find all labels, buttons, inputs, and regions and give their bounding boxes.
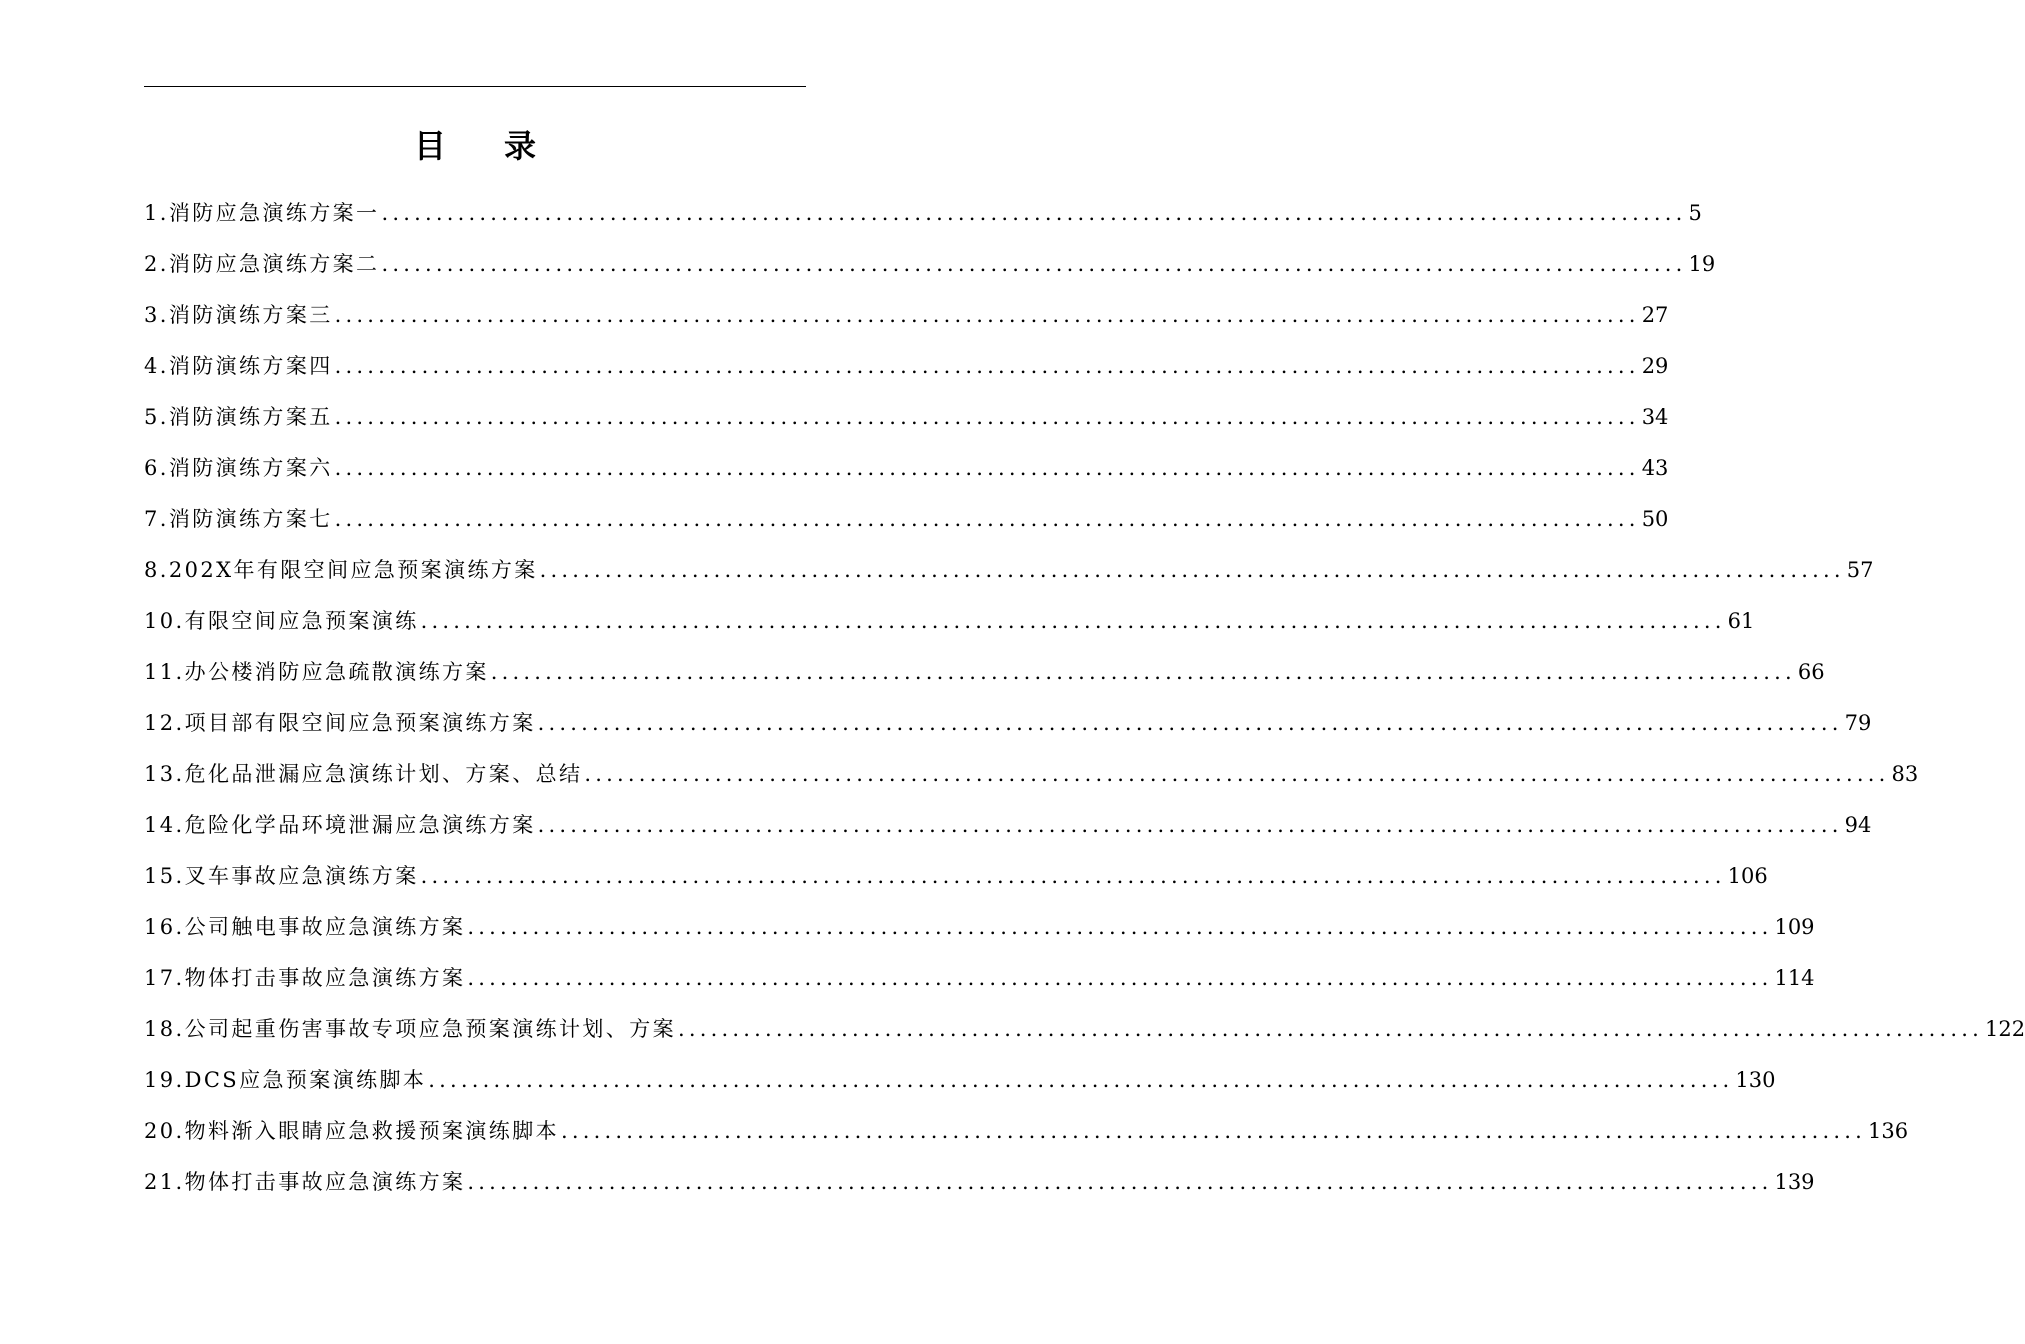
toc-dot-leader: ........................................................................................................................: [428, 1068, 1734, 1092]
toc-entry-label: 12.项目部有限空间应急预案演练方案: [144, 711, 536, 735]
toc-entry-page: 27: [1641, 303, 1669, 327]
toc-dot-leader: ........................................................................................................................: [490, 660, 1796, 684]
toc-dot-leader: ........................................................................................................................: [381, 252, 1687, 276]
toc-dot-leader: ........................................................................................................................: [467, 915, 1773, 939]
toc-title-first-char: 目: [413, 127, 446, 165]
toc-entry-label: 3.消防演练方案三: [144, 303, 333, 327]
header-rule: [144, 86, 806, 87]
toc-dot-leader: ........................................................................................................................: [467, 1170, 1773, 1194]
toc-entry-label: 7.消防演练方案七: [144, 507, 333, 531]
toc-title: [144, 122, 806, 170]
toc-dot-leader: ........................................................................................................................: [467, 966, 1773, 990]
toc-entry-page: 109: [1774, 915, 1815, 939]
toc-list: [144, 188, 2025, 1208]
toc-entry[interactable]: [144, 545, 1874, 596]
toc-entry-page: 43: [1641, 456, 1669, 480]
toc-entry-page: 114: [1774, 966, 1815, 990]
toc-entry-page: 19: [1688, 252, 1716, 276]
toc-entry-label: 19.DCS应急预案演练脚本: [144, 1068, 427, 1092]
toc-dot-leader: ........................................................................................................................: [539, 558, 1845, 582]
toc-entry[interactable]: [144, 800, 1872, 851]
toc-entry-page: 57: [1846, 558, 1874, 582]
toc-entry-label: 21.物体打击事故应急演练方案: [144, 1170, 466, 1194]
toc-entry-label: 8.202X年有限空间应急预案演练方案: [144, 558, 538, 582]
toc-entry-page: 106: [1727, 864, 1768, 888]
toc-entry-label: 20.物料渐入眼睛应急救援预案演练脚本: [144, 1119, 559, 1143]
toc-entry-label: 13.危化品泄漏应急演练计划、方案、总结: [144, 762, 583, 786]
toc-entry[interactable]: [144, 1055, 1776, 1106]
toc-dot-leader: ........................................................................................................................: [334, 405, 1640, 429]
toc-entry-page: 5: [1688, 201, 1702, 225]
toc-dot-leader: ........................................................................................................................: [561, 1119, 1867, 1143]
toc-entry[interactable]: [144, 443, 1669, 494]
toc-entry[interactable]: [144, 341, 1669, 392]
toc-entry[interactable]: [144, 647, 1825, 698]
toc-dot-leader: ........................................................................................................................: [584, 762, 1890, 786]
toc-entry-label: 17.物体打击事故应急演练方案: [144, 966, 466, 990]
toc-entry-page: 83: [1891, 762, 1919, 786]
toc-entry[interactable]: [144, 596, 1755, 647]
toc-entry[interactable]: [144, 953, 1815, 1004]
toc-dot-leader: ........................................................................................................................: [537, 711, 1843, 735]
toc-entry-label: 16.公司触电事故应急演练方案: [144, 915, 466, 939]
toc-title-second-char: 录: [504, 127, 537, 165]
toc-entry-label: 18.公司起重伤害事故专项应急预案演练计划、方案: [144, 1017, 676, 1041]
toc-dot-leader: ........................................................................................................................: [537, 813, 1843, 837]
toc-entry-page: 50: [1641, 507, 1669, 531]
toc-entry-page: 79: [1844, 711, 1872, 735]
toc-dot-leader: ........................................................................................................................: [381, 201, 1687, 225]
toc-entry[interactable]: [144, 494, 1669, 545]
toc-entry-label: 11.办公楼消防应急疏散演练方案: [144, 660, 489, 684]
toc-entry[interactable]: [144, 290, 1669, 341]
toc-entry[interactable]: [144, 188, 1702, 239]
toc-entry[interactable]: [144, 1004, 2025, 1055]
toc-dot-leader: ........................................................................................................................: [334, 507, 1640, 531]
toc-entry-label: 15.叉车事故应急演练方案: [144, 864, 419, 888]
toc-entry[interactable]: [144, 392, 1669, 443]
toc-entry-label: 5.消防演练方案五: [144, 405, 333, 429]
toc-dot-leader: ........................................................................................................................: [334, 354, 1640, 378]
toc-entry-label: 6.消防演练方案六: [144, 456, 333, 480]
toc-entry-label: 2.消防应急演练方案二: [144, 252, 380, 276]
toc-entry[interactable]: [144, 851, 1768, 902]
toc-dot-leader: ........................................................................................................................: [334, 303, 1640, 327]
toc-entry-page: 130: [1735, 1068, 1776, 1092]
toc-entry[interactable]: [144, 1106, 1909, 1157]
toc-entry-page: 66: [1797, 660, 1825, 684]
toc-entry-page: 139: [1774, 1170, 1815, 1194]
toc-entry-page: 61: [1727, 609, 1755, 633]
toc-entry[interactable]: [144, 902, 1815, 953]
toc-dot-leader: ........................................................................................................................: [420, 609, 1726, 633]
toc-entry-page: 122: [1985, 1017, 2025, 1041]
toc-entry-label: 14.危险化学品环境泄漏应急演练方案: [144, 813, 536, 837]
toc-entry-page: 136: [1868, 1119, 1909, 1143]
toc-entry-page: 94: [1844, 813, 1872, 837]
toc-entry-label: 1.消防应急演练方案一: [144, 201, 380, 225]
toc-dot-leader: ........................................................................................................................: [678, 1017, 1984, 1041]
toc-entry[interactable]: [144, 749, 1919, 800]
toc-entry[interactable]: [144, 1157, 1815, 1208]
toc-entry-label: 10.有限空间应急预案演练: [144, 609, 419, 633]
toc-entry-page: 34: [1641, 405, 1669, 429]
toc-dot-leader: ........................................................................................................................: [334, 456, 1640, 480]
toc-entry[interactable]: [144, 698, 1872, 749]
toc-dot-leader: ........................................................................................................................: [420, 864, 1726, 888]
toc-entry-page: 29: [1641, 354, 1669, 378]
toc-entry-label: 4.消防演练方案四: [144, 354, 333, 378]
toc-entry[interactable]: [144, 239, 1716, 290]
